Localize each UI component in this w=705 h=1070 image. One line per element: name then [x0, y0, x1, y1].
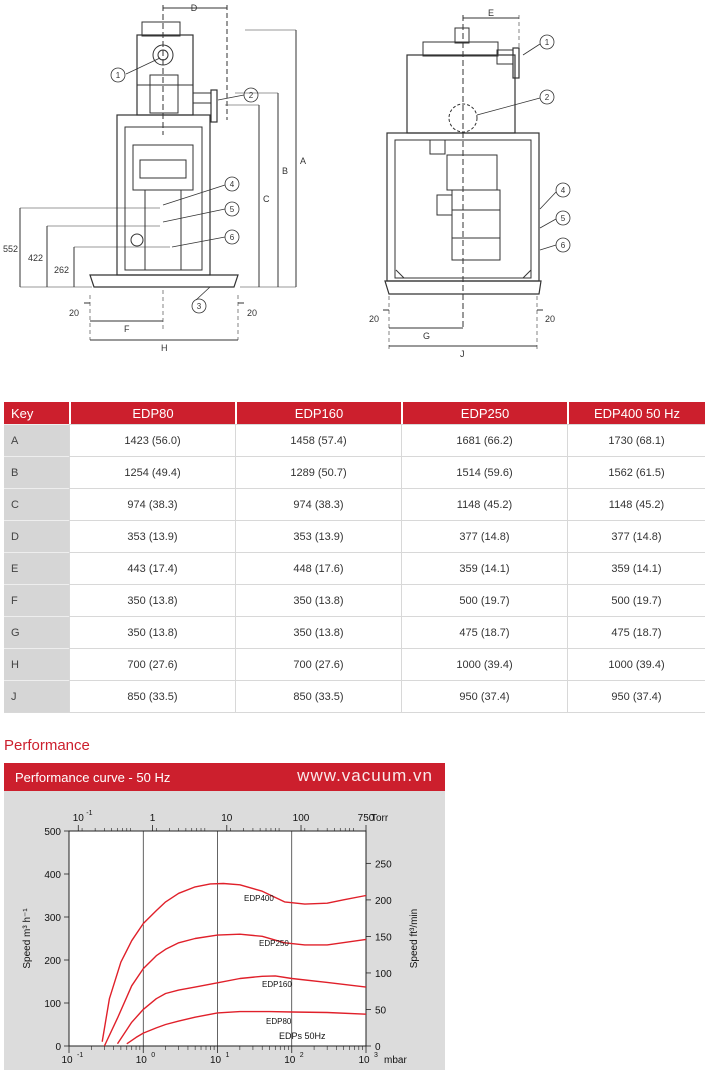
- dim-b-label: B: [282, 166, 289, 176]
- cell-value: 850 (33.5): [69, 680, 235, 713]
- top-tick-label: 750: [357, 813, 375, 824]
- cell-value: 377 (14.8): [567, 520, 705, 552]
- cell-value: 1562 (61.5): [567, 456, 705, 488]
- cell-value: 1514 (59.6): [401, 456, 567, 488]
- cell-value: 377 (14.8): [401, 520, 567, 552]
- x-unit-top: Torr: [371, 813, 389, 824]
- cell-value: 950 (37.4): [401, 680, 567, 713]
- table-body: [4, 424, 705, 713]
- top-tick-exponent: -1: [86, 810, 93, 817]
- row-key: J: [4, 680, 69, 713]
- cell-value: 1254 (49.4): [69, 456, 235, 488]
- table-row: [4, 520, 705, 552]
- left-clearance-right: 20: [247, 308, 258, 318]
- chart-note: EDPs 50Hz: [279, 1031, 326, 1041]
- right-callout-5: 5: [560, 214, 566, 223]
- x-tick-label: 10: [209, 1055, 222, 1066]
- row-key: A: [4, 424, 69, 456]
- performance-chart-panel: [4, 763, 445, 1070]
- header-edp400: EDP400 50 Hz: [567, 402, 705, 424]
- y-left-tick-label: 300: [44, 913, 61, 924]
- header-edp250: EDP250: [401, 402, 567, 424]
- callout-6: 6: [229, 233, 235, 242]
- right-callout-4: 4: [560, 186, 566, 195]
- cell-value: 353 (13.9): [69, 520, 235, 552]
- cell-value: 1423 (56.0): [69, 424, 235, 456]
- cell-value: 700 (27.6): [235, 648, 401, 680]
- cell-value: 353 (13.9): [235, 520, 401, 552]
- cell-value: 500 (19.7): [567, 584, 705, 616]
- cell-value: 350 (13.8): [69, 584, 235, 616]
- right-callout-6: 6: [560, 241, 566, 250]
- dim-j-label: J: [460, 349, 465, 359]
- right-callout-2: 2: [544, 93, 550, 102]
- row-key: F: [4, 584, 69, 616]
- y-right-tick-label: 200: [375, 895, 392, 907]
- cell-value: 974 (38.3): [69, 488, 235, 520]
- dim-h-label: H: [161, 343, 168, 353]
- x-tick-exponent: 0: [151, 1052, 156, 1059]
- y-right-tick-label: 100: [375, 968, 392, 980]
- row-key: C: [4, 488, 69, 520]
- table-header-row: [4, 402, 705, 424]
- cell-value: 1000 (39.4): [567, 648, 705, 680]
- cell-value: 359 (14.1): [401, 552, 567, 584]
- right-callout-1: 1: [544, 38, 550, 47]
- series-label-edp80: EDP80: [266, 1017, 292, 1026]
- table-row: [4, 456, 705, 488]
- right-clearance-left: 20: [369, 314, 380, 324]
- cell-value: 1000 (39.4): [401, 648, 567, 680]
- cell-value: 1148 (45.2): [567, 488, 705, 520]
- callout-1: 1: [115, 71, 121, 80]
- table-row: [4, 616, 705, 648]
- top-tick-label: 1: [149, 813, 156, 824]
- x-tick-label: 10: [358, 1055, 370, 1066]
- dimension-drawing: [0, 0, 705, 395]
- y-right-tick-label: 50: [375, 1005, 387, 1017]
- cell-value: 350 (13.8): [235, 616, 401, 648]
- callout-3: 3: [196, 302, 202, 311]
- row-key: H: [4, 648, 69, 680]
- cell-value: 475 (18.7): [401, 616, 567, 648]
- y-left-tick-label: 500: [44, 827, 61, 838]
- y-right-tick-label: 250: [375, 859, 392, 871]
- x-tick-label: 10: [135, 1055, 147, 1066]
- table-row: [4, 552, 705, 584]
- table-row: [4, 648, 705, 680]
- header-edp80: EDP80: [69, 402, 235, 424]
- y-left-tick-label: 100: [44, 999, 61, 1010]
- cell-value: 448 (17.6): [235, 552, 401, 584]
- table-row: [4, 488, 705, 520]
- y-left-tick-label: 200: [44, 956, 61, 967]
- table-row: [4, 584, 705, 616]
- cell-value: 359 (14.1): [567, 552, 705, 584]
- cell-value: 443 (17.4): [69, 552, 235, 584]
- cell-value: 700 (27.6): [69, 648, 235, 680]
- cell-value: 850 (33.5): [235, 680, 401, 713]
- row-key: G: [4, 616, 69, 648]
- cell-value: 350 (13.8): [235, 584, 401, 616]
- header-edp160: EDP160: [235, 402, 401, 424]
- cell-value: 1148 (45.2): [401, 488, 567, 520]
- top-tick-label: 100: [292, 813, 310, 824]
- y-right-tick-label: 0: [375, 1042, 381, 1053]
- callout-2: 2: [248, 91, 254, 100]
- callout-4: 4: [229, 180, 235, 189]
- performance-heading: Performance: [4, 737, 90, 754]
- y-axis-title-right: Speed ft³/min: [409, 908, 420, 969]
- height-552: 552: [3, 244, 19, 254]
- chart-header: [4, 763, 445, 791]
- x-tick-exponent: 2: [299, 1052, 304, 1059]
- y-left-tick-label: 0: [55, 1042, 61, 1053]
- top-tick-label: 10: [72, 813, 84, 824]
- height-262: 262: [54, 265, 70, 275]
- cell-value: 350 (13.8): [69, 616, 235, 648]
- dim-a-label: A: [300, 156, 307, 166]
- dim-e-label: E: [487, 8, 495, 18]
- cell-value: 1730 (68.1): [567, 424, 705, 456]
- series-label-edp400: EDP400: [244, 894, 274, 903]
- top-tick-label: 10: [221, 813, 233, 824]
- x-tick-label: 10: [284, 1055, 296, 1066]
- right-pump-view: [383, 15, 570, 350]
- dimensions-table: [4, 402, 705, 713]
- row-key: E: [4, 552, 69, 584]
- left-pump-view: [20, 5, 296, 340]
- row-key: D: [4, 520, 69, 552]
- cell-value: 974 (38.3): [235, 488, 401, 520]
- cell-value: 500 (19.7): [401, 584, 567, 616]
- performance-chart: [4, 791, 445, 1070]
- cell-value: 475 (18.7): [567, 616, 705, 648]
- watermark: www.vacuum.vn: [297, 766, 433, 785]
- dim-c-label: C: [263, 194, 270, 204]
- cell-value: 950 (37.4): [567, 680, 705, 713]
- x-tick-exponent: -1: [77, 1052, 84, 1059]
- left-clearance-left: 20: [69, 308, 80, 318]
- table-row: [4, 424, 705, 456]
- cell-value: 1289 (50.7): [235, 456, 401, 488]
- height-422: 422: [28, 253, 44, 263]
- x-tick-exponent: 1: [225, 1052, 230, 1059]
- dim-g-label: G: [423, 331, 431, 341]
- table-row: [4, 680, 705, 713]
- y-axis-title-left: Speed m³ h⁻¹: [22, 908, 33, 969]
- y-left-tick-label: 400: [44, 870, 61, 881]
- x-tick-label: 10: [61, 1055, 73, 1066]
- cell-value: 1681 (66.2): [401, 424, 567, 456]
- chart-title: Performance curve - 50 Hz: [15, 770, 171, 785]
- x-unit-bottom: mbar: [384, 1055, 407, 1066]
- right-clearance-right: 20: [545, 314, 556, 324]
- dim-d-label: D: [190, 3, 198, 13]
- dim-f-label: F: [124, 324, 130, 334]
- y-right-tick-label: 150: [375, 932, 392, 944]
- series-label-edp160: EDP160: [262, 980, 292, 989]
- header-key: Key: [4, 402, 69, 424]
- x-tick-exponent: 3: [374, 1052, 378, 1059]
- series-label-edp250: EDP250: [259, 939, 289, 948]
- row-key: B: [4, 456, 69, 488]
- callout-5: 5: [229, 205, 235, 214]
- cell-value: 1458 (57.4): [235, 424, 401, 456]
